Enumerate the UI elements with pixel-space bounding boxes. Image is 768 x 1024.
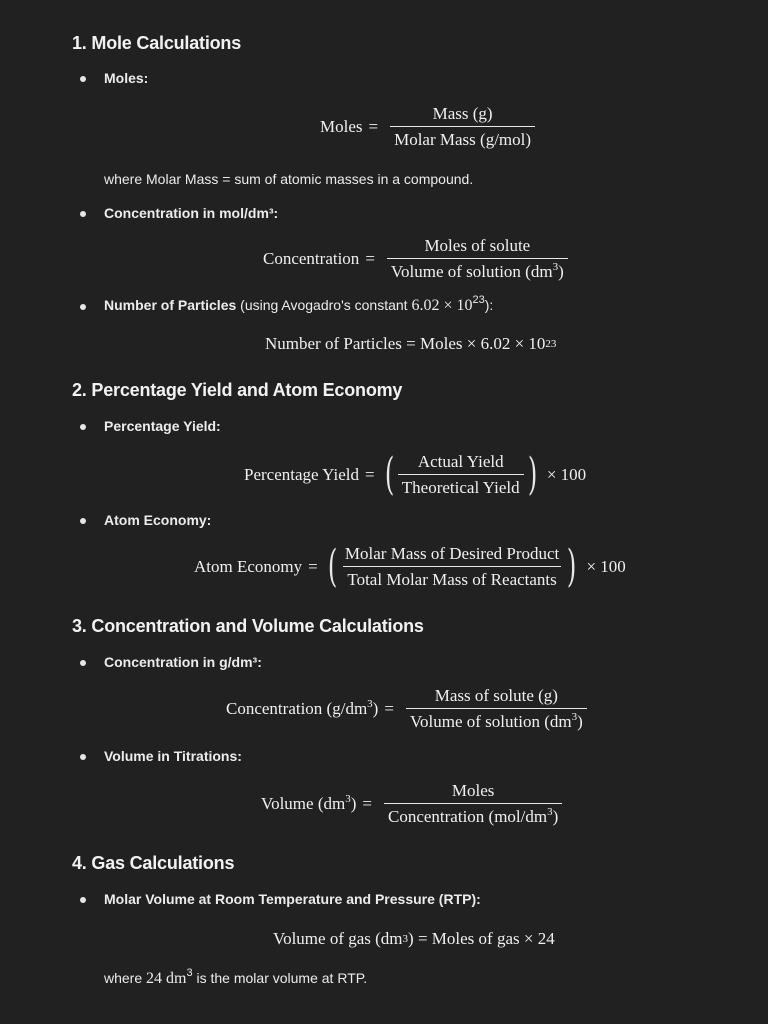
superscript: 3 (345, 793, 351, 805)
superscript: 3 (367, 698, 373, 710)
equation-moles (320, 104, 541, 150)
bullet (80, 897, 86, 903)
equals-sign: = (362, 794, 372, 813)
numerator: Moles (451, 781, 495, 800)
numerator: Actual Yield (417, 452, 504, 471)
equation-lhs: Concentration (263, 249, 360, 268)
fraction (398, 452, 524, 498)
equation-particles: Number of Particles = Moles × 6.02 × 10 23 (265, 334, 557, 353)
lhs-text: Volume (dm (261, 794, 346, 813)
lhs-end: ) (350, 794, 357, 813)
note-end: is the molar volume at RTP. (192, 970, 368, 986)
denominator: Theoretical Yield (398, 474, 524, 498)
list-item-concentration-gdm (104, 654, 262, 670)
label-rest: (using Avogadro's constant (236, 297, 412, 313)
denominator (387, 258, 568, 282)
section-heading-concentration-volume: 3. Concentration and Volume Calculations (72, 616, 424, 636)
label: Moles: (104, 70, 149, 86)
equation-percentage-yield (244, 449, 592, 500)
numerator: Molar Mass of Desired Product (344, 544, 560, 563)
left-paren: ( (327, 541, 338, 592)
list-item-particles (104, 294, 494, 315)
denominator: Total Molar Mass of Reactants (343, 566, 560, 590)
equation-end: ) = Moles of gas × 24 (408, 929, 555, 948)
denominator-end: ) (577, 712, 583, 731)
fraction (406, 686, 587, 732)
equation-concentration-gdm (226, 686, 593, 732)
right-paren: ) (567, 541, 577, 592)
label: Percentage Yield: (104, 418, 221, 434)
equals-sign: = (365, 465, 375, 484)
equation-atom-economy (194, 541, 632, 592)
section-heading-gas-calculations: 4. Gas Calculations (72, 853, 235, 873)
bullet (80, 518, 86, 524)
bullet (80, 754, 86, 760)
right-paren: ) (527, 449, 537, 500)
note-molar-mass: where Molar Mass = sum of atomic masses in a compound. (104, 171, 474, 187)
label: Volume in Titrations: (104, 748, 242, 764)
equals-sign: = (384, 699, 394, 718)
numerator: Mass (g) (432, 104, 493, 123)
label: Concentration in mol/dm³: (104, 205, 279, 221)
section-heading-yield-economy: 2. Percentage Yield and Atom Economy (72, 380, 403, 400)
label-bold: Number of Particles (104, 297, 237, 313)
superscript: 3 (186, 967, 193, 979)
list-item-molar-volume (104, 891, 481, 907)
list-item-volume-titrations (104, 748, 242, 764)
denominator (406, 708, 587, 732)
fraction (387, 236, 568, 282)
list-item-percentage-yield (104, 418, 221, 434)
denominator (384, 803, 562, 827)
multiplier: × 100 (586, 557, 626, 576)
label: Concentration in g/dm³: (104, 654, 262, 670)
equation-text: Volume of gas (dm (273, 929, 403, 948)
numerator: Mass of solute (g) (434, 686, 558, 705)
superscript: 3 (571, 711, 578, 723)
fraction (390, 104, 535, 150)
bullet (80, 211, 86, 217)
bullet (80, 304, 86, 310)
list-item-moles (104, 70, 148, 86)
lhs-end: ) (372, 699, 379, 718)
fraction (384, 781, 562, 827)
equation-molar-volume: Volume of gas (dm 3 ) = Moles of gas × 24 (273, 929, 555, 948)
denominator: Molar Mass (g/mol) (390, 126, 535, 150)
label: Atom Economy: (104, 512, 212, 528)
list-item-atom-economy (104, 512, 211, 528)
bullet (80, 76, 86, 82)
lhs-text: Concentration (g/dm (226, 699, 368, 718)
inline-math: 24 dm (146, 970, 187, 987)
equation-lhs: Atom Economy (194, 557, 303, 576)
equals-sign: = (365, 249, 375, 268)
equation-text: Number of Particles = Moles × 6.02 × 10 (265, 334, 546, 353)
denominator-text: Volume of solution (dm (409, 712, 572, 731)
numerator: Moles of solute (424, 236, 531, 255)
equation-lhs: Percentage Yield (244, 465, 360, 484)
equals-sign: = (368, 117, 379, 136)
equals-sign: = (308, 557, 318, 576)
denominator-text: Concentration (mol/dm (387, 807, 548, 826)
superscript: 3 (547, 806, 553, 818)
superscript: 3 (552, 261, 559, 273)
equation-volume-titrations (261, 781, 568, 827)
multiplier: × 100 (546, 465, 587, 484)
bullet (80, 424, 86, 430)
list-item-concentration (104, 205, 278, 221)
denominator-end: ) (558, 262, 564, 281)
bullet (80, 660, 86, 666)
superscript: 23 (472, 294, 485, 306)
section-heading-mole-calculations: 1. Mole Calculations (72, 33, 242, 53)
label: Molar Volume at Room Temperature and Pressure (RTP): (104, 891, 481, 907)
fraction (341, 544, 563, 590)
equation-lhs (226, 699, 378, 719)
inline-math: 6.02 × 10 (411, 297, 473, 314)
equation-concentration (263, 236, 574, 282)
denominator-end: ) (552, 807, 559, 826)
note-molar-volume (104, 967, 368, 988)
equation-lhs (261, 794, 356, 814)
equation-lhs: Moles (320, 117, 363, 136)
denominator-text: Volume of solution (dm (390, 262, 553, 281)
note-start: where (104, 970, 147, 986)
label-end: ): (484, 297, 494, 313)
left-paren: ( (384, 449, 394, 500)
